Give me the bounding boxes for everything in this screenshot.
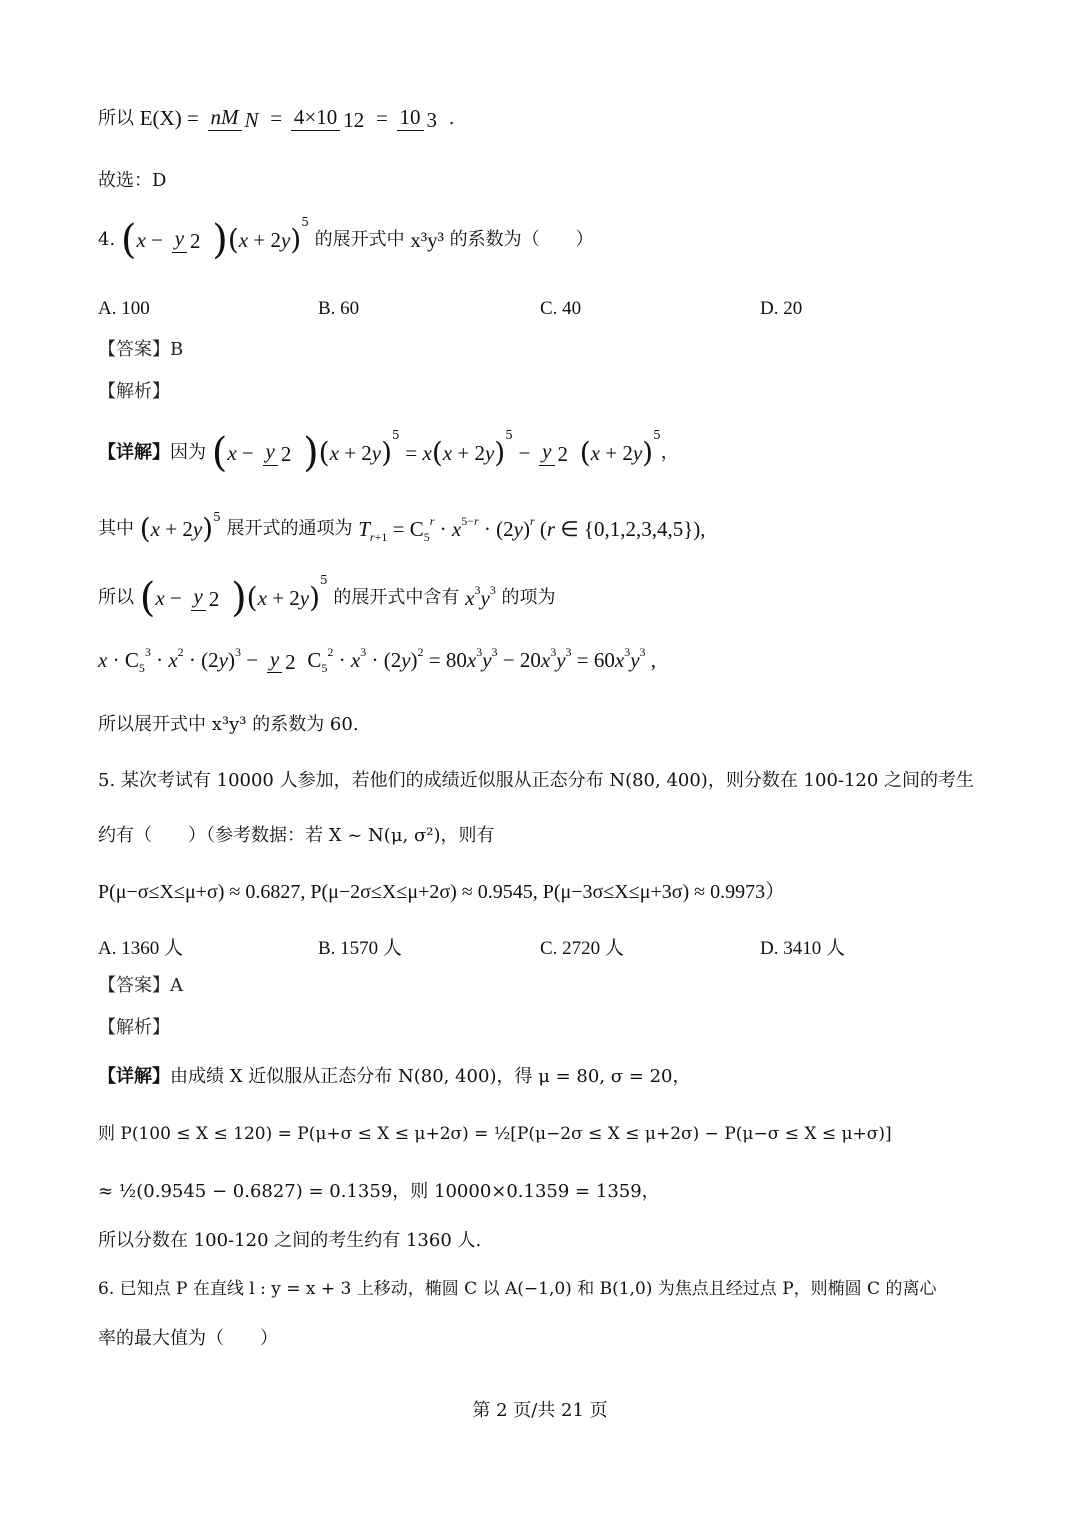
q4-option-c[interactable]: C. 40 [540,298,582,319]
q4-stem: 4. (x − y 2 )$(x + 2y)^5$ 的展开式中 x³y³ 的系数为（ ） [98,215,594,263]
fraction-nm-n: nM N [208,106,262,131]
q4-detail-3: 所以 (x − y 2 )$(x + 2y)^5$ 的展开式中含有 $x^3y^3$ 的项为 [98,573,556,621]
q5-analysis: 【解析】 [98,1017,170,1038]
q4-analysis: 【解析】 [98,381,170,402]
q5-option-c[interactable]: C. 2720 人 [540,938,624,959]
q5-line-2: 约有（ ）（参考数据：若 X ~ N(μ, σ²)，则有 [98,825,495,846]
q5-option-b[interactable]: B. 1570 人 [318,938,402,959]
q4-number: 4. [98,229,116,250]
fraction-40-12: 4×10 12 [291,106,367,131]
text-prefix: 所以 [98,107,134,129]
q4-term: x³y³ [410,227,444,252]
q5-detail-4: 所以分数在 100-120 之间的考生约有 1360 人. [98,1230,482,1251]
q4-detail-5: 所以展开式中 x³y³ 的系数为 60. [98,714,359,735]
q4-option-d[interactable]: D. 20 [760,298,803,319]
q4-detail-1: 【详解】因为 (x − y 2 )$(x + 2y)^5 = x(x + 2y)^5 - y$ 2 $(x + 2y)^5$， [98,428,679,476]
q5-line-3: P(μ−σ≤X≤μ+σ) ≈ 0.6827, P(μ−2σ≤X≤μ+2σ) ≈ 0.9545, P(μ−3σ≤X≤μ+3σ) ≈ 0.9973） [98,881,786,903]
q5-detail-1: 【详解】由成绩 X 近似服从正态分布 N(80, 400)，得 μ = 80, σ = 20， [98,1066,691,1087]
q4-detail-2: 其中 $(x + 2y)^5$ 展开式的通项为 $T_{r+1} = C_5^r \cdot x^{5-r} \cdot (2y)^r$ (r ∈ {0,1,2,3,4,5}), [98,510,706,545]
prev-choice: 故选：D [98,170,167,191]
q5-option-d[interactable]: D. 3410 人 [760,938,845,959]
page-footer: 第 2 页/共 21 页 [472,1400,608,1421]
q5-detail-2: 则 P(100 ≤ X ≤ 120) = P(μ+σ ≤ X ≤ μ+2σ) = ½[P(μ−2σ ≤ X ≤ μ+2σ) − P(μ−σ ≤ X ≤ μ+σ)] [98,1124,892,1144]
expectation-line: 所以 E(X) = nM N = 4×10 12 = 10 3 . [98,105,455,132]
q5-detail-3: ≈ ½(0.9545 − 0.6827) = 0.1359，则 10000×0.1359 = 1359， [98,1181,660,1202]
q4-answer: 【答案】B [98,339,184,360]
expectation-lhs: E(X) = [139,106,199,131]
general-term: $T_{r+1} = C_5^r \cdot x^{5-r} \cdot (2y)^r$ (r ∈ {0,1,2,3,4,5}), [358,513,706,544]
q5-option-a[interactable]: A. 1360 人 [98,938,183,959]
q4-detail-4: $x \cdot C_5^3 \cdot x^2 \cdot (2y)^3 - y$ 2 $C_5^2 \cdot x^3 \cdot (2y)^2 = 80x^3y^3 - 20x^3y^3 = 60x^3y^3$ , [98,645,657,676]
q6-line-1: 6. 已知点 P 在直线 l : y = x + 3 上移动，椭圆 C 以 A(−1,0) 和 B(1,0) 为焦点且经过点 P，则椭圆 C 的离心 [98,1279,937,1299]
q6-line-2: 率的最大值为（ ） [98,1328,278,1349]
q4-option-b[interactable]: B. 60 [318,298,360,319]
q5-answer: 【答案】A [98,975,183,996]
fraction-10-3: 10 3 [397,106,441,131]
q4-option-a[interactable]: A. 100 [98,298,150,319]
q5-line-1: 5. 某次考试有 10000 人参加，若他们的成绩近似服从正态分布 N(80, 400)，则分数在 100-120 之间的考生 [98,770,975,791]
